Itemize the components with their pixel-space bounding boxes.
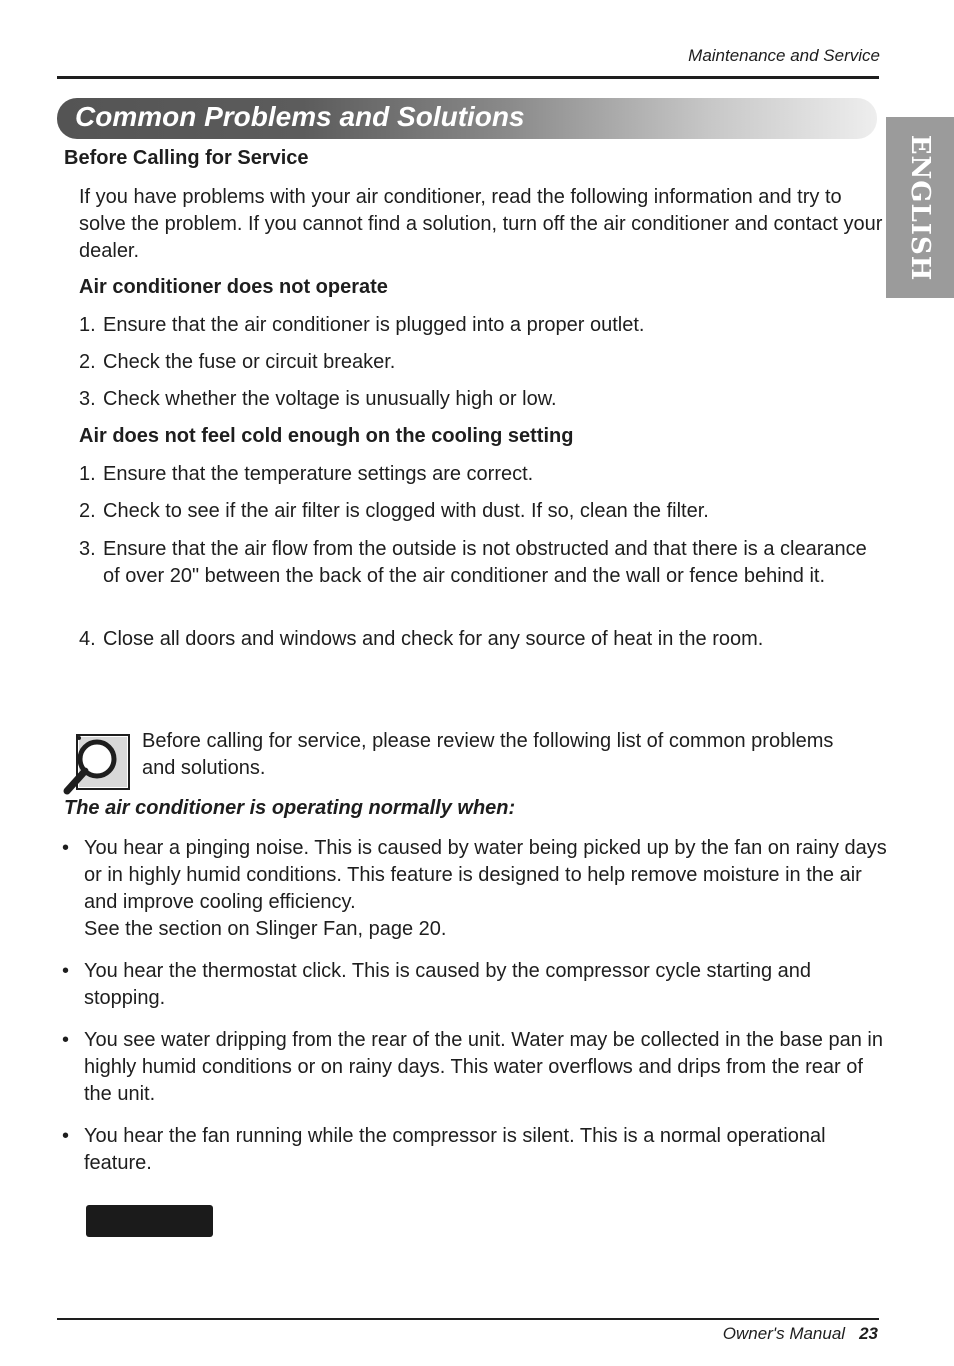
page-title: Common Problems and Solutions bbox=[75, 101, 525, 132]
list-item bbox=[79, 536, 879, 590]
list-item bbox=[79, 461, 879, 488]
item-text: Ensure that the air conditioner is plugged into a proper outlet. bbox=[103, 314, 645, 336]
item-text: Check to see if the air filter is clogged with dust. If so, clean the filter. bbox=[103, 500, 709, 522]
list-item bbox=[79, 312, 879, 339]
list-item bbox=[79, 349, 879, 376]
page-footer bbox=[723, 1324, 878, 1344]
item-text: Check whether the voltage is unusually high or low. bbox=[103, 388, 557, 410]
running-header: Maintenance and Service bbox=[688, 46, 880, 65]
before-calling-heading: Before Calling for Service bbox=[64, 147, 309, 169]
item-number: 1. bbox=[79, 463, 96, 485]
bottom-divider bbox=[57, 1318, 879, 1320]
item-number: 3. bbox=[79, 388, 96, 410]
bullet-mark: • bbox=[62, 1029, 70, 1051]
bullet-mark: • bbox=[62, 1125, 70, 1147]
normal-operation-heading: The air conditioner is operating normally when: bbox=[64, 797, 516, 819]
bullet-text: You hear the thermostat click. This is caused by the compressor cycle starting and stopping. bbox=[84, 960, 812, 1009]
item-text: Ensure that the temperature settings are correct. bbox=[103, 463, 534, 485]
list-item bbox=[79, 498, 879, 525]
bullet-text: You hear the fan running while the compressor is silent. This is a normal operational feature. bbox=[84, 1125, 826, 1174]
bullet-mark: • bbox=[62, 837, 70, 859]
top-divider bbox=[57, 76, 879, 79]
not-cold-heading: Air does not feel cold enough on the cooling setting bbox=[79, 425, 574, 447]
item-number: 4. bbox=[79, 628, 96, 650]
footer-manual-label: Owner's Manual bbox=[722, 1324, 846, 1343]
item-text: Ensure that the air flow from the outside is not obstructed and that there is a clearance of over 20" between the back of the air conditioner and the wall or fence behind it. bbox=[103, 538, 867, 587]
item-number: 2. bbox=[79, 351, 96, 373]
bullet-extra: See the section on Slinger Fan, page 20. bbox=[84, 918, 447, 940]
bullet-mark: • bbox=[62, 960, 70, 982]
item-number: 2. bbox=[79, 500, 96, 522]
language-tab-label: ENGLISH bbox=[905, 134, 935, 281]
language-tab bbox=[886, 117, 954, 298]
list-item bbox=[79, 626, 879, 653]
not-operate-heading: Air conditioner does not operate bbox=[79, 276, 388, 298]
item-number: 1. bbox=[79, 314, 96, 336]
item-number: 3. bbox=[79, 538, 96, 560]
bullet-text: You see water dripping from the rear of the unit. Water may be collected in the base pan in highly humid conditions or on rainy days. This water overflows and drips from the rear of the unit. bbox=[84, 1029, 883, 1105]
list-item bbox=[62, 835, 892, 943]
page-number: 23 bbox=[859, 1324, 878, 1343]
item-text: Close all doors and windows and check for any source of heat in the room. bbox=[103, 628, 764, 650]
list-item bbox=[62, 958, 892, 1012]
note-text: Before calling for service, please review the following list of common problems and solutions. bbox=[142, 730, 834, 779]
list-item bbox=[62, 1027, 892, 1108]
magnifier-icon bbox=[63, 733, 131, 795]
section-banner bbox=[57, 98, 877, 139]
list-item bbox=[79, 386, 879, 413]
redaction-box bbox=[86, 1205, 213, 1237]
item-text: Check the fuse or circuit breaker. bbox=[103, 351, 396, 373]
bullet-text: You hear a pinging noise. This is caused by water being picked up by the fan on rainy days or in highly humid conditions. This feature is designed to help remove moisture in the air and improve cooling efficiency. bbox=[84, 837, 887, 913]
intro-paragraph: If you have problems with your air conditioner, read the following information and try to solve the problem. If you cannot find a solution, turn off the air conditioner and contact your dealer. bbox=[79, 186, 883, 262]
list-item bbox=[62, 1123, 892, 1177]
